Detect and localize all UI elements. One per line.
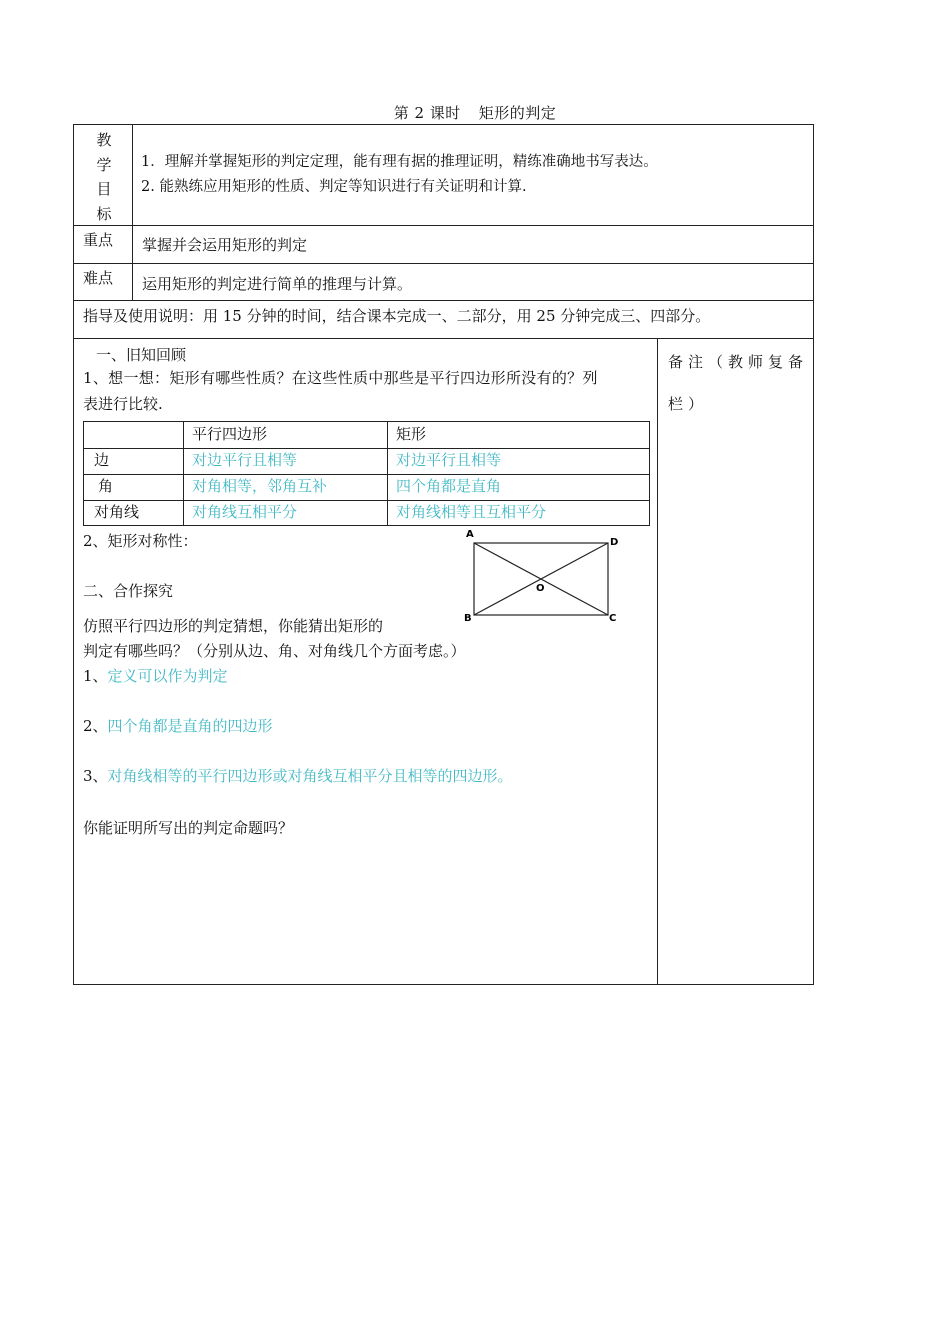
proof-question: 你能证明所写出的判定命题吗？ [83,819,294,837]
row-label: 角 [98,477,114,495]
usage-guide: 指导及使用说明：用 15 分钟的时间，结合课本完成一、二部分，用 25 分钟完成三、四部分。 [83,307,711,325]
objective-item: 2. 能熟练应用矩形的性质、判定等知识进行有关证明和计算. [141,179,527,195]
vertex-d-label: D [610,537,619,548]
cell-rectangle: 对边平行且相等 [396,451,502,469]
key-point-text: 掌握并会运用矩形的判定 [142,236,308,254]
criterion-item: 3、对角线相等的平行四边形或对角线互相平分且相等的四边形。 [83,767,513,785]
header-parallelogram: 平行四边形 [192,425,268,443]
cell-parallelogram: 对边平行且相等 [192,451,298,469]
lesson-plan-table [73,124,814,985]
difficulty-label: 难点 [83,269,114,287]
explore-prompt-line1: 仿照平行四边形的判定猜想，你能猜出矩形的 [83,617,384,635]
objectives-label: 教 学 目 标 [96,131,112,223]
review-question-line2: 表进行比较. [83,395,163,413]
vertex-b-label: B [464,613,472,624]
difficulty-text: 运用矩形的判定进行简单的推理与计算。 [142,275,413,293]
page-title [0,102,950,123]
row-divider [74,225,813,226]
table-row [84,500,649,526]
lesson-topic: 矩形的判定 [478,104,557,122]
row-label: 对角线 [94,503,140,521]
cell-rectangle: 四个角都是直角 [396,477,502,495]
row-label: 边 [94,451,110,469]
vertex-a-label: A [466,529,474,540]
criterion-answer: 定义可以作为判定 [107,667,228,685]
criterion-answer: 四个角都是直角的四边形 [107,717,273,735]
lesson-number: 第 2 课时 [393,104,461,122]
rectangle-figure [463,525,623,625]
review-question-line1: 1、想一想：矩形有哪些性质？在这些性质中那些是平行四边形所没有的？列 [83,369,598,387]
table-row [84,474,649,500]
vertex-c-label: C [609,613,617,624]
table-header-row [84,422,649,448]
criterion-item: 1、定义可以作为判定 [83,667,228,685]
comparison-table [83,421,650,526]
notes-column-header: 备注（教师复备栏） [668,353,809,413]
cell-parallelogram: 对角相等，邻角互补 [192,477,328,495]
row-divider [74,338,813,339]
explore-prompt-line2: 判定有哪些吗？（分别从边、角、对角线几个方面考虑。） [83,642,466,660]
cell-rectangle: 对角线相等且互相平分 [396,503,547,521]
criterion-answer: 对角线相等的平行四边形或对角线互相平分且相等的四边形。 [107,767,513,785]
row-divider [74,263,813,264]
review-heading: 一、旧知回顾 [96,346,187,364]
criterion-item: 2、四个角都是直角的四边形 [83,717,273,735]
symmetry-question: 2、矩形对称性： [83,532,198,550]
center-o-label: O [536,583,545,594]
label-column-divider [132,125,133,300]
key-point-label: 重点 [83,231,114,249]
header-rectangle: 矩形 [396,425,427,443]
row-divider [74,300,813,301]
objective-item: 1．理解并掌握矩形的判定定理，能有理有据的推理证明，精练准确地书写表达。 [141,154,658,170]
table-row [84,448,649,474]
cell-parallelogram: 对角线互相平分 [192,503,298,521]
explore-heading: 二、合作探究 [83,582,174,600]
notes-column-divider [657,338,658,985]
